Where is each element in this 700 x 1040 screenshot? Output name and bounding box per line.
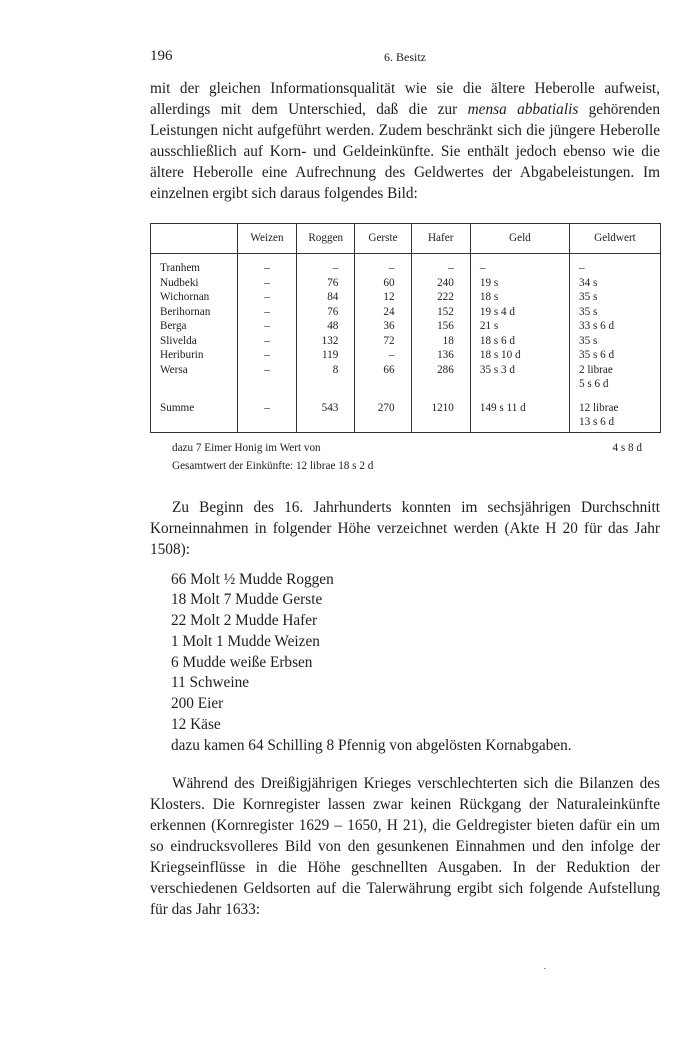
honey-value: 4 s 8 d (612, 441, 642, 454)
list-item: 22 Molt 2 Mudde Hafer (171, 612, 318, 630)
cell-gerste: 12 (355, 290, 411, 305)
cell-gerste: 66 (355, 363, 411, 392)
cell-gerste: – (355, 254, 411, 276)
list-item: 6 Mudde weiße Erbsen (171, 653, 313, 671)
cell-gerste: – (355, 348, 411, 363)
intro-paragraph (150, 78, 660, 204)
cell-geld: 35 s 3 d (470, 363, 569, 392)
cell-hafer: 152 (411, 305, 470, 320)
table-row (151, 254, 661, 276)
cell-geldwert: 35 s (569, 305, 660, 320)
paragraph-thirty-years-war: Während des Dreißigjährigen Krieges verschlechterten sich die Bilanzen des Klosters. Die Kornregister lassen zwar keinen Rückgang der Naturaleinkünfte erkennen (Kornregister 1629 – 1650, H 21), die Geldregister bieten dafür ein um so eindrucksvolleres Bild von den gesunkenen Einnahmen und den infolge der Kriegseinflüsse in die Höhe geschnellten Ausgaben. In der Reduktion der verschiedenen Geldsorten auf die Talerwährung ergibt sich folgende Aufstellung für das Jahr 1633: (150, 774, 660, 918)
cell-roggen: 84 (297, 290, 355, 305)
cell-hafer: 286 (411, 363, 470, 392)
table-row (151, 305, 661, 320)
header-weizen: Weizen (237, 224, 296, 254)
cell-hafer: 240 (411, 276, 470, 291)
total-value-note: Gesamtwert der Einkünfte: 12 librae 18 s 2 d (172, 459, 374, 472)
intro-text-start: mit der gleichen Informationsqualität wie sie die ältere Heberolle aufweist, allerdings mit dem Unterschied, daß die zur (150, 80, 660, 118)
page-number: 196 (150, 48, 173, 64)
cell-geldwert: 2 librae 5 s 6 d (569, 363, 660, 392)
cell-gerste: 36 (355, 319, 411, 334)
header-roggen: Roggen (297, 224, 355, 254)
list-item: 12 Käse (171, 716, 221, 734)
cell-roggen: 132 (297, 334, 355, 349)
cell-weizen: – (237, 392, 296, 433)
cell-weizen: – (237, 348, 296, 363)
list-item: 200 Eier (171, 695, 224, 713)
cell-hafer: 18 (411, 334, 470, 349)
cell-weizen: – (237, 334, 296, 349)
print-speck (544, 968, 546, 969)
header-place (151, 224, 238, 254)
cell-roggen: 48 (297, 319, 355, 334)
cell-geld: 18 s (470, 290, 569, 305)
list-item: 18 Molt 7 Mudde Gerste (171, 591, 323, 609)
cell-place: Heriburin (151, 348, 238, 363)
cell-weizen: – (237, 290, 296, 305)
cell-roggen: 76 (297, 276, 355, 291)
cell-geld: 149 s 11 d (470, 392, 569, 433)
cell-weizen: – (237, 319, 296, 334)
cell-geldwert: 35 s 6 d (569, 348, 660, 363)
header-hafer: Hafer (411, 224, 470, 254)
income-list (150, 570, 660, 757)
cell-hafer: – (411, 254, 470, 276)
cell-weizen: – (237, 305, 296, 320)
book-page (150, 48, 660, 920)
cell-geldwert: 35 s (569, 290, 660, 305)
table-body (151, 254, 661, 433)
table-header-row (151, 224, 661, 254)
cell-roggen: – (297, 254, 355, 276)
income-table (150, 223, 661, 433)
cell-roggen: 543 (297, 392, 355, 433)
table-row (151, 319, 661, 334)
header-geld: Geld (470, 224, 569, 254)
cell-geldwert: 35 s (569, 334, 660, 349)
cell-roggen: 119 (297, 348, 355, 363)
list-item: dazu kamen 64 Schilling 8 Pfennig von abgelösten Kornabgaben. (171, 736, 572, 754)
cell-gerste: 60 (355, 276, 411, 291)
table-footnotes (150, 439, 660, 475)
cell-geld: 18 s 6 d (470, 334, 569, 349)
cell-weizen: – (237, 363, 296, 392)
cell-roggen: 76 (297, 305, 355, 320)
table-row (151, 334, 661, 349)
cell-geldwert: – (569, 254, 660, 276)
table-row (151, 348, 661, 363)
running-head: 6. Besitz (384, 50, 426, 64)
list-item: 11 Schweine (171, 674, 250, 692)
page-header (150, 48, 660, 72)
cell-weizen: – (237, 254, 296, 276)
cell-place: Slivelda (151, 334, 238, 349)
cell-geldwert: 33 s 6 d (569, 319, 660, 334)
cell-geld: 19 s 4 d (470, 305, 569, 320)
cell-place: Tranhem (151, 254, 238, 276)
cell-hafer: 1210 (411, 392, 470, 433)
cell-weizen: – (237, 276, 296, 291)
table-row (151, 363, 661, 392)
cell-gerste: 72 (355, 334, 411, 349)
cell-geldwert: 34 s (569, 276, 660, 291)
cell-hafer: 222 (411, 290, 470, 305)
cell-hafer: 156 (411, 319, 470, 334)
table-sum-row (151, 392, 661, 433)
honey-note: dazu 7 Eimer Honig im Wert von (172, 441, 321, 454)
cell-place: Nudbeki (151, 276, 238, 291)
cell-place: Berihornan (151, 305, 238, 320)
list-item: 66 Molt ½ Mudde Roggen (171, 570, 334, 588)
cell-place: Wichornan (151, 290, 238, 305)
paragraph-16th-century: Zu Beginn des 16. Jahrhunderts konnten im sechsjährigen Durchschnitt Korneinnahmen in folgender Höhe verzeichnet werden (Akte H 20 für das Jahr 1508): (150, 498, 660, 558)
table-row (151, 276, 661, 291)
mensa-abbatialis-term: mensa abbatialis (467, 101, 579, 118)
list-item: 1 Molt 1 Mudde Weizen (171, 632, 320, 650)
intro-text-end: gehörenden Leistungen nicht aufgeführt werden. Zudem beschränkt sich die jüngere Heberolle ausschließlich auf Korn- und Geldeinkünfte. Sie enthält jedoch ebenso wie die ältere Heberolle eine Aufrechnung des Geldwertes der Abgabeleistungen. Im einzelnen ergibt sich daraus folgendes Bild: (150, 101, 660, 202)
header-gerste: Gerste (355, 224, 411, 254)
cell-geldwert: 12 librae 13 s 6 d (569, 392, 660, 433)
cell-place: Summe (151, 392, 238, 433)
cell-geld: 18 s 10 d (470, 348, 569, 363)
cell-place: Wersa (151, 363, 238, 392)
cell-gerste: 24 (355, 305, 411, 320)
cell-geld: – (470, 254, 569, 276)
table-row (151, 290, 661, 305)
cell-roggen: 8 (297, 363, 355, 392)
cell-hafer: 136 (411, 348, 470, 363)
cell-place: Berga (151, 319, 238, 334)
cell-geld: 19 s (470, 276, 569, 291)
header-geldwert: Geldwert (569, 224, 660, 254)
cell-gerste: 270 (355, 392, 411, 433)
cell-geld: 21 s (470, 319, 569, 334)
